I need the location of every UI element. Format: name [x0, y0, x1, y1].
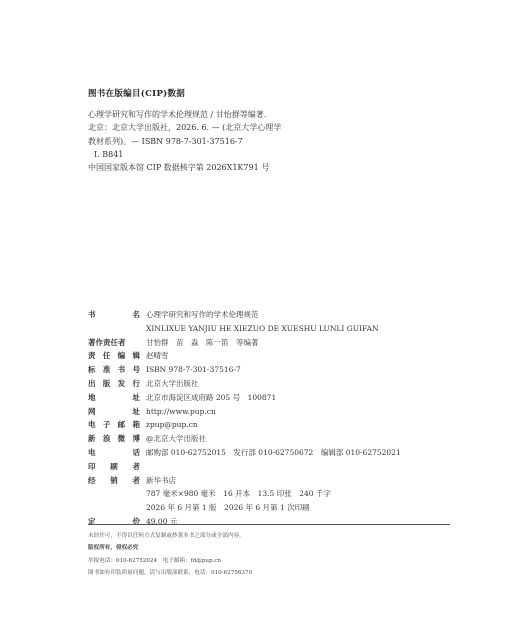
info-row [88, 475, 448, 489]
info-label-char: 发 [117, 378, 126, 388]
cip-line: 北京：北京大学出版社，2026. 6. — (北京大学心理学 [88, 123, 282, 133]
info-label [88, 516, 140, 527]
info-label-char: 箱 [132, 420, 140, 430]
info-value: 北京大学出版社 [146, 378, 199, 388]
info-row [88, 392, 448, 406]
info-row [88, 433, 448, 447]
info-label-char: 任 [102, 351, 111, 361]
info-row [88, 350, 448, 364]
info-value: zpup@pup.cn [146, 420, 198, 430]
info-label [88, 350, 140, 361]
info-label-char: 辑 [132, 351, 140, 361]
info-label [88, 392, 140, 403]
info-label-char: 书 [88, 310, 96, 319]
info-row [88, 516, 448, 530]
info-value: XINLIXUE YANJIU HE XIEZUO DE XUESHU LUNLI GUIFAN [146, 323, 379, 333]
info-row [88, 502, 448, 516]
info-row [88, 323, 448, 337]
info-row [88, 447, 448, 461]
info-label [88, 378, 140, 389]
info-label-char: 定 [88, 516, 96, 526]
info-row [88, 406, 448, 420]
info-label-char: 邮 [117, 420, 126, 430]
info-row [88, 378, 448, 392]
info-label-char: 销 [110, 475, 118, 485]
info-value: ISBN 978-7-301-37516-7 [146, 365, 241, 375]
info-label-char: 行 [132, 378, 140, 388]
info-label [88, 337, 140, 348]
info-label-char: 新 [88, 434, 96, 444]
info-label-char: 价 [132, 516, 140, 526]
info-label [88, 475, 140, 486]
info-value: 787 毫米×980 毫米 16 开本 13.5 印张 240 千字 [146, 489, 331, 499]
info-value: 甘怡群 苗 淼 陈一笛 等编著 [146, 337, 259, 347]
info-label-char: 子 [102, 420, 111, 430]
info-label-char: 电 [88, 447, 96, 457]
info-label-char: 者 [132, 461, 140, 471]
cip-line: 心理学研究和写作的学术伦理规范 / 甘怡群等编著. [88, 110, 267, 119]
info-label [88, 461, 140, 472]
info-value: 新华书店 [146, 475, 176, 485]
quality-contact: 图书如有印装质量问题，请与出版部联系，电话：010-62756370 [88, 570, 253, 576]
info-label [88, 433, 140, 444]
info-value: 49.00 元 [146, 516, 178, 526]
info-label-char: 者 [132, 475, 140, 485]
info-label-char: 印 [88, 461, 96, 471]
info-value: 2026 年 6 月第 1 版 2026 年 6 月第 1 次印刷 [146, 503, 310, 513]
info-row [88, 364, 448, 378]
info-label-char: 版 [102, 378, 111, 388]
info-value: 邮购部 010-62752015 发行部 010-62750672 编辑部 010-62752021 [146, 447, 401, 457]
info-label [88, 406, 140, 417]
info-label-char: 标 [88, 365, 96, 375]
info-label-char: 地 [88, 392, 96, 402]
info-label [88, 447, 140, 458]
cip-record [88, 108, 448, 174]
info-label-char: 址 [132, 406, 140, 416]
info-value: @北京大学出版社 [146, 434, 206, 444]
info-label-char: 号 [132, 365, 140, 375]
cip-line: 教材系列)。— ISBN 978-7-301-37516-7 [88, 136, 243, 146]
info-value: 北京市海淀区成府路 205 号 100871 [146, 392, 277, 402]
info-label-char: 刷 [110, 461, 118, 471]
info-label-char: 经 [88, 475, 96, 485]
info-value: http://www.pup.cn [146, 406, 216, 416]
info-label [88, 309, 140, 320]
info-row [88, 461, 448, 475]
info-label [88, 364, 140, 375]
divider [88, 524, 450, 525]
info-value: 赵晴雪 [146, 351, 169, 361]
info-label-char: 电 [88, 420, 96, 430]
info-row [88, 337, 448, 351]
copyright-notice: 未经许可，不得以任何方式复制或抄袭本书之部分或全部内容。 [88, 533, 245, 539]
info-label-char: 博 [132, 434, 140, 444]
info-row [88, 419, 448, 433]
info-label [88, 419, 140, 430]
info-label-char: 址 [132, 392, 140, 402]
info-label-char: 微 [117, 434, 126, 444]
cip-line: 中国国家版本馆 CIP 数据核字第 2026X1K791 号 [88, 163, 270, 173]
info-label-char: 出 [88, 378, 96, 388]
publication-info [88, 309, 448, 530]
info-label-char: 责 [88, 351, 96, 361]
info-label-char: 准 [102, 365, 111, 375]
info-label-char: 著作责任者 [88, 337, 126, 347]
info-label-char: 编 [117, 351, 126, 361]
report-contact: 举报电话：010-62752024 电子邮箱：fd@pup.cn [88, 558, 222, 564]
cip-line: Ⅰ. B841 [94, 149, 124, 159]
info-label-char: 网 [88, 406, 96, 416]
info-value: 心理学研究和写作的学术伦理规范 [146, 310, 259, 319]
info-label-char: 浪 [102, 434, 111, 444]
info-row [88, 309, 448, 323]
cip-title: 图书在版编目(CIP)数据 [88, 89, 186, 99]
info-label-char: 话 [132, 447, 140, 457]
info-label-char: 书 [117, 365, 126, 375]
info-row [88, 488, 448, 502]
rights-reserved: 版权所有，侵权必究 [88, 545, 139, 551]
info-label-char: 名 [132, 310, 140, 319]
